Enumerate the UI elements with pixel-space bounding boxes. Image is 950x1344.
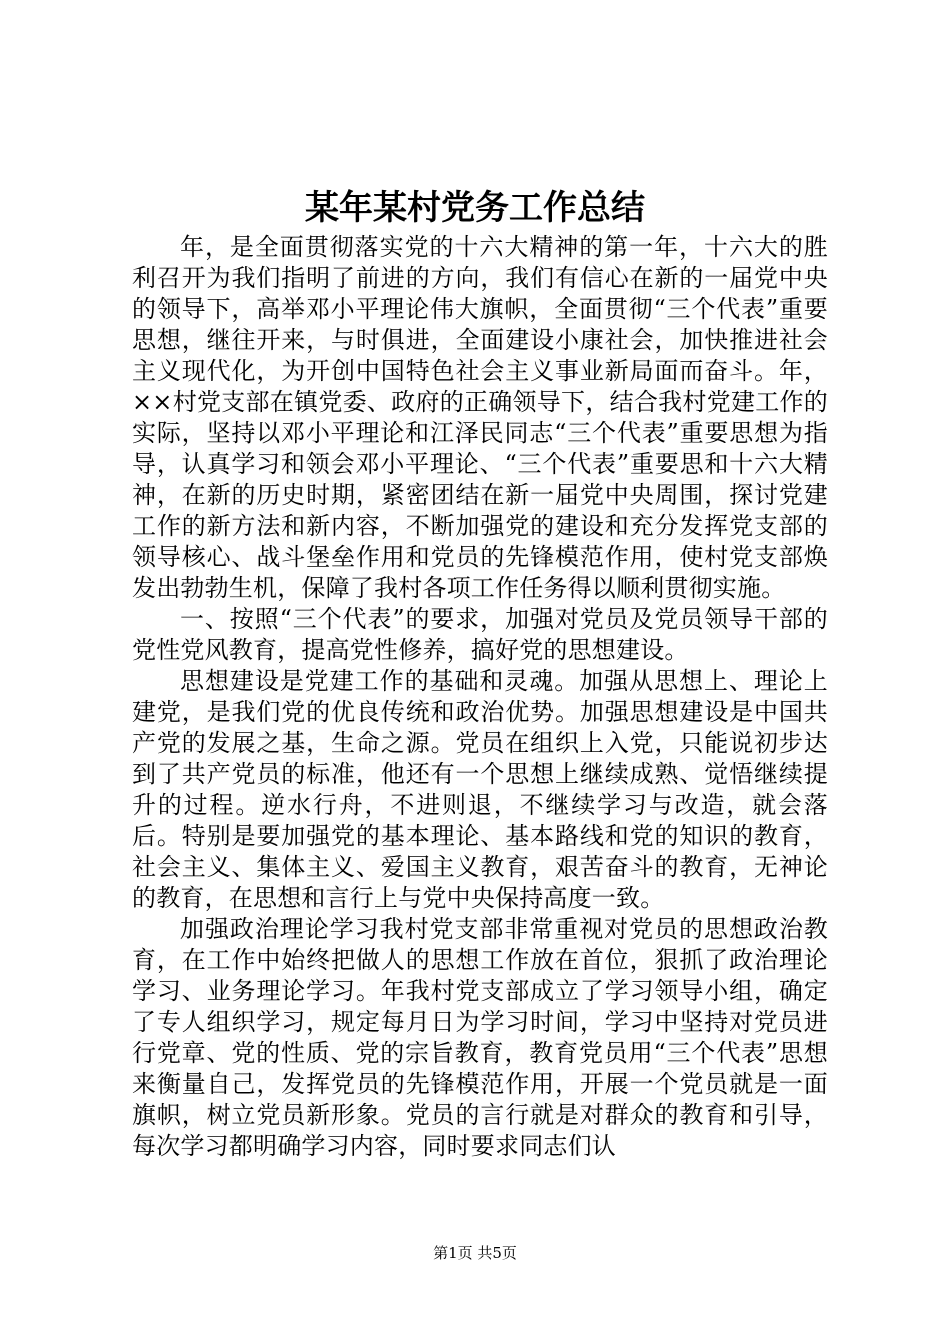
paragraph-political-study: 加强政治理论学习我村党支部非常重视对党员的思想政治教育，在工作中始终把做人的思想工作放在首位，狠抓了政治理论学习、业务理论学习。年我村党支部成立了学习领导小组，确定了专人组织学习，规定每月日为学习时间，学习中坚持对党员进行党章、党的性质、党的宗旨教育，教育党员用“三个代表”思想来衡量自己，发挥党员的先锋模范作用，开展一个党员就是一面旗帜，树立党员新形象。党员的言行就是对群众的教育和引导，每次学习都明确学习内容，同时要求同志们认 <box>132 915 828 1160</box>
document-title: 某年某村党务工作总结 <box>305 188 645 228</box>
paragraph-section-one-heading: 一、按照“三个代表”的要求，加强对党员及党员领导干部的党性党风教育，提高党性修养，搞好党的思想建设。 <box>132 605 828 664</box>
document-body <box>132 232 828 1162</box>
paragraph-intro: 年，是全面贯彻落实党的十六大精神的第一年，十六大的胜利召开为我们指明了前进的方向，我们有信心在新的一届党中央的领导下，高举邓小平理论伟大旗帜，全面贯彻“三个代表”重要思想，继往开来，与时俱进，全面建设小康社会，加快推进社会主义现代化，为开创中国特色社会主义事业新局面而奋斗。年，××村党支部在镇党委、政府的正确领导下，结合我村党建工作的实际，坚持以邓小平理论和江泽民同志“三个代表”重要思想为指导，认真学习和领会邓小平理论、“三个代表”重要思和十六大精神，在新的历史时期，紧密团结在新一届党中央周围，探讨党建工作的新方法和新内容，不断加强党的建设和充分发挥党支部的领导核心、战斗堡垒作用和党员的先锋模范作用，使村党支部焕发出勃勃生机，保障了我村各项工作任务得以顺利贯彻实施。 <box>132 233 828 602</box>
page-number-footer: 第1页 共5页 <box>433 1244 517 1262</box>
paragraph-ideological-building: 思想建设是党建工作的基础和灵魂。加强从思想上、理论上建党，是我们党的优良传统和政治优势。加强思想建设是中国共产党的发展之基，生命之源。党员在组织上入党，只能说初步达到了共产党员的标准，他还有一个思想上继续成熟、觉悟继续提升的过程。逆水行舟，不进则退，不继续学习与改造，就会落后。特别是要加强党的基本理论、基本路线和党的知识的教育，社会主义、集体主义、爱国主义教育，艰苦奋斗的教育，无神论的教育，在思想和言行上与党中央保持高度一致。 <box>132 667 828 912</box>
